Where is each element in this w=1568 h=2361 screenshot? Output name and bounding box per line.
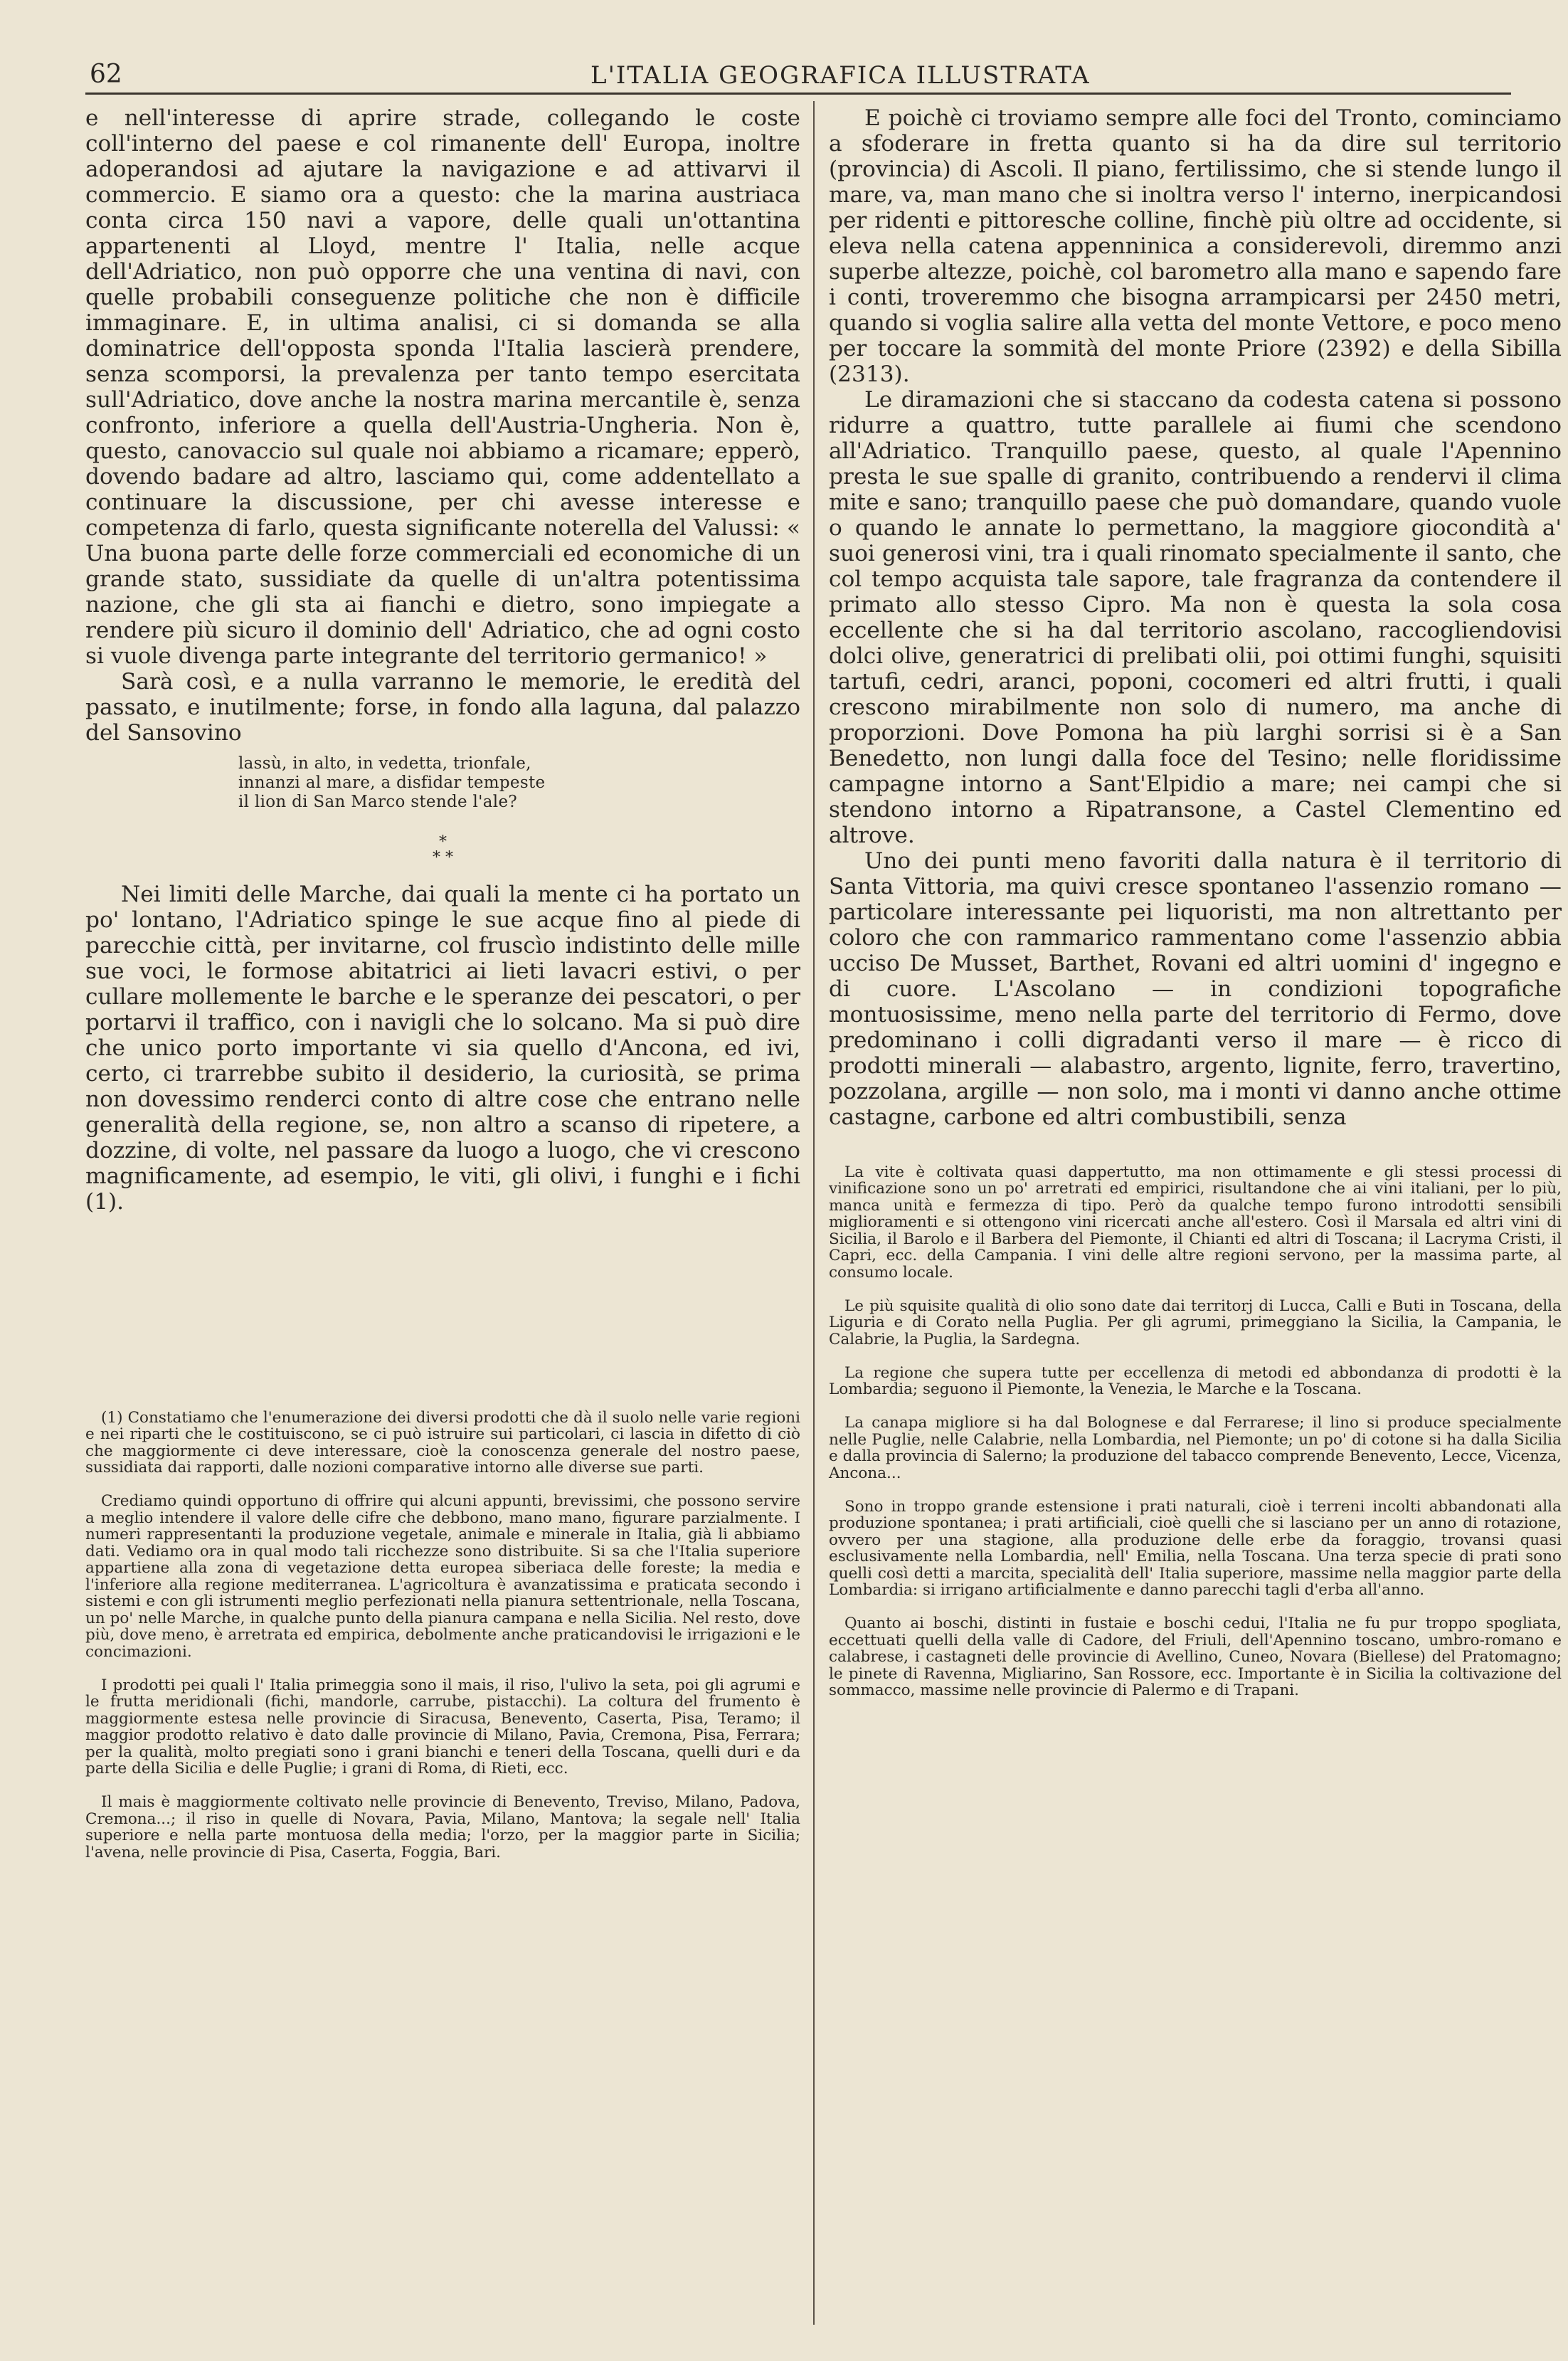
section-asterism: * * * (433, 833, 453, 867)
verse-quote: lassù, in alto, in vedetta, trionfale, innanzi al mare, a disfidar tempeste il lion di San Marco stende l'ale? (238, 754, 546, 811)
column-divider (813, 101, 815, 2325)
header-rule (85, 93, 1511, 95)
left-column (85, 105, 800, 1878)
footnote-canapa: La canapa migliore si ha dal Bolognese e dal Ferrarese; il lino si produce specialmente nelle Puglie, nelle Calabrie, nella Lombardia, nel Piemonte; un po' di cotone si ha dalla Sicilia e dalla provincia di Salerno; la produzione del tabacco comprende Benevento, Lecce, Vicenza, Ancona... (829, 1414, 1562, 1482)
footnote-4: Il mais è maggiormente coltivato nelle provincie di Benevento, Treviso, Milano, Padova, Cremona...; il riso in quelle di Novara, Pavia, Milano, Mantova; la segale nell' Italia superiore e nella parte montuosa della media; l'orzo, per la maggior parte in Sicilia; l'avena, nelle provincie di Pisa, Caserta, Foggia, Bari. (85, 1793, 800, 1861)
left-paragraph-2: Sarà così, e a nulla varranno le memorie, le eredità del passato, e inutilmente; forse, in fondo alla laguna, dal palazzo del Sansovino (85, 669, 800, 746)
right-column (829, 105, 1562, 1716)
footnote-3: I prodotti pei quali l' Italia primeggia sono il mais, il riso, l'ulivo la seta, poi gli agrumi e le frutta meridionali (fichi, mandorle, carrube, pistacchi). La coltura del frumento è maggiormente estesa nelle provincie di Siracusa, Benevento, Caserta, Pisa, Teramo; il maggior prodotto relativo è dato dalle provincie di Milano, Pavia, Cremona, Pisa, Ferrara; per la qualità, molto pregiati sono i grani bianchi e teneri della Toscana, quelli duri e da parte della Sicilia e delle Puglie; i grani di Roma, di Rieti, ecc. (85, 1676, 800, 1778)
right-paragraph-2: Le diramazioni che si staccano da codesta catena si possono ridurre a quattro, tutte parallele ai fiumi che scendono all'Adriatico. Tranquillo paese, questo, al quale l'Apennino presta le sue spalle di granito, contribuendo a rendervi il clima mite e sano; tranquillo paese che può domandare, quando vuole o quando le annate lo permettano, la maggiore giocondità a' suoi generosi vini, tra i quali rinomato specialmente il santo, che col tempo acquista tale sapore, tale fragranza da contendere il primato allo stesso Cipro. Ma non è questa la sola cosa eccellente che si ha dal territorio ascolano, raccogliendovisi dolci olive, generatrici di prelibati olii, poi ottimi funghi, squisiti tartufi, cedri, aranci, poponi, cocomeri ed altri frutti, i quali crescono mirabilmente non solo di numero, ma anche di proporzioni. Dove Pomona ha più larghi sorrisi si è a San Benedetto, non lungi dalla foce del Tesino; nelle floridissime campagne intorno a Sant'Elpidio a mare; nei campi che si stendono intorno a Ripatransone, a Castel Clementino ed altrove. (829, 387, 1562, 848)
footnote-boschi: Quanto ai boschi, distinti in fustaie e boschi cedui, l'Italia ne fu pur troppo spogliata, eccettuati quelli della valle di Cadore, del Friuli, dell'Apennino toscano, umbro-romano e calabrese, i castagneti delle provincie di Avellino, Cuneo, Novara (Biellese) del Pratomagno; le pinete di Ravenna, Migliarino, San Rossore, ecc. Importante è in Sicilia la coltivazione del sommacco, massime nelle provincie di Palermo e di Trapani. (829, 1615, 1562, 1699)
footnote-prati: Sono in troppo grande estensione i prati naturali, cioè i terreni incolti abbandonati alla produzione spontanea; i prati artificiali, cioè quelli che si lasciano per un anno di rotazione, ovvero per una stagione, alla produzione delle erbe da foraggio, trovansi quasi esclusivamente nella Lombardia, nell' Emilia, nella Toscana. Una terza specie di prati sono quelli così detti a marcita, specialità dell' Italia superiore, massime nella maggior parte della Lombardia: si irrigano artificialmente e danno parecchi tagli d'erba all'anno. (829, 1497, 1562, 1599)
footnote-vite: La vite è coltivata quasi dappertutto, ma non ottimamente e gli stessi processi di vinificazione sono un po' arretrati ed empirici, risultandone che ai vini italiani, per lo più, manca unità e fermezza di tipo. Però da qualche tempo furono introdotti sensibili miglioramenti e si ottengono vini ricercati anche all'estero. Così il Marsala ed altri vini di Sicilia, il Barolo e il Barbera del Piemonte, il Chianti ed altri di Toscana; il Lacryma Cristi, il Capri, ecc. della Campania. I vini delle altre regioni servono, per la massima parte, al consumo locale. (829, 1163, 1562, 1282)
page-number: 62 (90, 60, 122, 89)
running-title: L'ITALIA GEOGRAFICA ILLUSTRATA (590, 61, 1091, 90)
footnote-2: Crediamo quindi opportuno di offrire qui alcuni appunti, brevissimi, che possono servire a meglio intendere il valore delle cifre che debbono, mano mano, figurare parzialmente. I numeri rappresentanti la produzione vegetale, animale e minerale in Italia, già li abbiamo dati. Vediamo ora in qual modo tali ricchezze sono distribuite. Si sa che l'Italia superiore appartiene alla zona di vegetazione detta europea siberiaca delle foreste; la media e l'inferiore alla regione mediterranea. L'agricoltura è avanzatissima e praticata secondo i sistemi e con gli istrumenti meglio perfezionati nella pianura settentrionale, nella Toscana, un po' nelle Marche, in qualche punto della pianura campana e nella Sicilia. Nel resto, dove più, dove meno, è arretrata ed empirica, debolmente anche praticandovisi le irrigazioni e le concimazioni. (85, 1492, 800, 1661)
right-paragraph-1: E poichè ci troviamo sempre alle foci del Tronto, cominciamo a sfoderare in fretta quanto si ha da dire sul territorio (provincia) di Ascoli. Il piano, fertilissimo, che si stende lungo il mare, va, man mano che si inoltra verso l' interno, inerpicandosi per ridenti e pittoresche colline, finchè più oltre ad occidente, si eleva nella catena appenninica a considerevoli, diremmo anzi superbe altezze, poichè, col barometro alla mano e sapendo fare i conti, troveremmo che bisogna arrampicarsi per 2450 metri, quando si voglia salire alla vetta del monte Vettore, e poco meno per toccare la sommità del monte Priore (2392) e della Sibilla (2313). (829, 105, 1562, 387)
left-footnotes (85, 1393, 800, 1878)
right-paragraph-3: Uno dei punti meno favoriti dalla natura è il territorio di Santa Vittoria, ma quivi cresce spontaneo l'assenzio romano — particolare interessante pei liquoristi, ma non altrettanto per coloro che con rammarico rammentano come l'assenzio abbia ucciso De Musset, Barthet, Rovani ed altri uomini d' ingegno e di cuore. L'Ascolano — in condizioni topografiche montuosissime, meno nella parte del territorio di Fermo, dove predominano i colli digradanti verso il mare — è ricco di prodotti minerali — alabastro, argento, lignite, ferro, travertino, pozzolana, argille — non solo, ma i monti vi danno anche ottime castagne, carbone ed altri combustibili, senza (829, 848, 1562, 1130)
left-paragraph-3: Nei limiti delle Marche, dai quali la mente ci ha portato un po' lontano, l'Adriatico spinge le sue acque fino al piede di parecchie città, per invitarne, col fruscìo indistinto delle mille sue voci, le formose abitatrici ai lieti lavacri estivi, o per cullare mollemente le barche e le speranze dei pescatori, o per portarvi il traffico, con i navigli che lo solcano. Ma si può dire che unico porto importante vi sia quello d'Ancona, ed ivi, certo, ci trarrebbe subito il desiderio, la curiosità, se prima non dovessimo renderci conto di altre cose che entrano nelle generalità della regione, se, non altro a scanso di ripetere, a dozzine, di volte, nel passare da luogo a luogo, che vi crescono magnificamente, ad esempio, le viti, gli olivi, i funghi e i fichi (1). (85, 882, 800, 1215)
footnote-olio: Le più squisite qualità di olio sono date dai territorj di Lucca, Calli e Buti in Toscana, della Liguria e di Corato nella Puglia. Per gli agrumi, primeggiano la Sicilia, la Campania, le Calabrie, la Puglia, la Sardegna. (829, 1296, 1562, 1348)
footnote-regione: La regione che supera tutte per eccellenza di metodi ed abbondanza di prodotti è la Lombardia; seguono il Piemonte, la Venezia, le Marche e la Toscana. (829, 1363, 1562, 1398)
right-footnotes (829, 1147, 1562, 1716)
left-paragraph-1: e nell'interesse di aprire strade, collegando le coste coll'interno del paese e col rimanente dell' Europa, inoltre adoperandosi ad ajutare la navigazione e ad attivarvi il commercio. E siamo ora a questo: che la marina austriaca conta circa 150 navi a vapore, delle quali un'ottantina appartenenti al Lloyd, mentre l' Italia, nelle acque dell'Adriatico, non può opporre che una ventina di navi, con quelle probabili conseguenze politiche che non è difficile immaginare. E, in ultima analisi, ci si domanda se alla dominatrice dell'opposta sponda l'Italia lascierà prendere, senza scomporsi, la prevalenza per tanto tempo esercitata sull'Adriatico, dove anche la nostra marina mercantile è, senza confronto, inferiore a quella dell'Austria-Ungheria. Non è, questo, canovaccio sul quale noi abbiamo a ricamare; epperò, dovendo badare ad altro, lasciamo qui, come addentellato a continuare la discussione, per chi avesse interesse e competenza di farlo, questa significante noterella del Valussi: « Una buona parte delle forze commerciali ed economiche di un grande stato, sussidiate da quelle di un'altra potentissima nazione, che gli sta ai fianchi e dietro, sono impiegate a rendere più sicuro il dominio dell' Adriatico, che ad ogni costo si vuole divenga parte integrante del territorio germanico! » (85, 105, 800, 669)
footnote-1: (1) Constatiamo che l'enumerazione dei diversi prodotti che dà il suolo nelle varie regioni e nei riparti che le costituiscono, se ci può istruire sui particolari, ci lascia in difetto di ciò che maggiormente ci deve interessare, cioè la conoscenza generale del nostro paese, sussidiata dai rapporti, dalle nozioni comparative intorno alle diverse sue parti. (85, 1408, 800, 1477)
